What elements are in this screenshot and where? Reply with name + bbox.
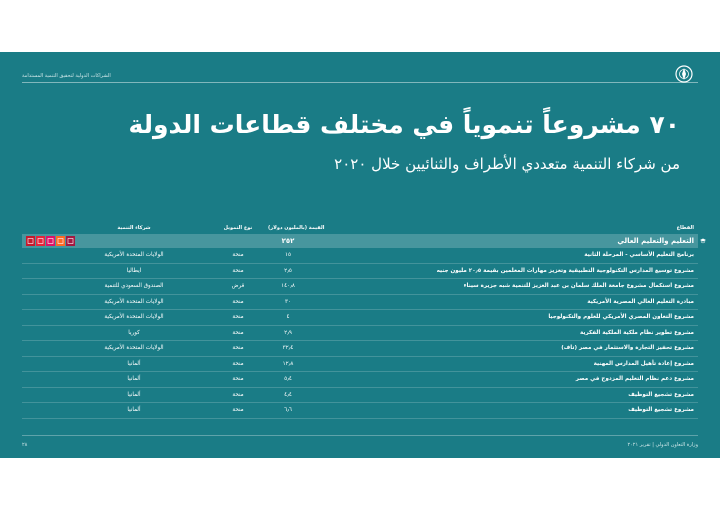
sector-total: ٢٥٢ (281, 237, 295, 245)
table-row (22, 372, 698, 388)
project-name: مشروع توسيع المدارس التكنولوجية التطبيقية وتعزيز مهارات المعلمين بقيمة ٢٠٫٥ مليون جنيه (436, 267, 694, 274)
project-name: مشروع إعادة تأهيل المدارس المهنية (593, 360, 694, 367)
sector-name: التعليم والتعليم العالي (617, 237, 694, 245)
header-partners: شركاء التنمية (117, 225, 151, 231)
sdg-goal-icon (66, 236, 75, 246)
page-subtitle: من شركاء التنمية متعددي الأطراف والثنائيين خلال ٢٠٢٠ (334, 155, 680, 173)
development-partner: كوريا (128, 329, 140, 336)
project-name: مشروع التعاون المصري الأمريكي للعلوم والتكنولوجيا (548, 314, 694, 320)
project-value: ٤ (286, 314, 290, 320)
financing-type: منحة (232, 329, 244, 336)
project-name: مشروع تحفيز التجارة والاستثمار في مصر (تاف) (561, 345, 694, 351)
page-title: ٧٠ مشروعاً تنموياً في مختلف قطاعات الدولة (128, 110, 680, 139)
project-name: مشروع تشجيع التوظيف (628, 391, 694, 398)
table-header-row (22, 222, 698, 234)
financing-type: منحة (232, 298, 244, 305)
table-row (22, 264, 698, 280)
graduation-cap-icon (700, 238, 706, 244)
development-partner: الولايات المتحدة الأمريكية (104, 252, 164, 258)
sector-row (22, 234, 698, 248)
project-name: مبادرة التعليم العالي المصرية الأمريكية (587, 298, 694, 305)
project-value: ٤٫٤ (284, 391, 292, 398)
development-partner: ألمانيا (127, 360, 141, 367)
table-row (22, 357, 698, 373)
project-value: ٢٫٥ (284, 267, 292, 274)
slide (0, 52, 720, 458)
sdg-icons (26, 236, 75, 246)
financing-type: منحة (232, 345, 244, 351)
header-text: الشراكات الدولية لتحقيق التنمية المستدامة (22, 73, 111, 79)
table-row (22, 279, 698, 295)
project-name: مشروع تطوير نظام ملكية الملكية الفكرية (580, 329, 694, 336)
project-value: ١٥ (284, 252, 291, 258)
development-partner: الصندوق السعودي للتنمية (104, 283, 164, 289)
projects-table (22, 222, 698, 419)
development-partner: ألمانيا (127, 376, 141, 382)
project-value: ٣٢٫٤ (282, 345, 294, 351)
sdg-goal-icon (46, 236, 55, 246)
ministry-logo-icon (674, 64, 694, 84)
table-row (22, 403, 698, 419)
project-value: ٦٫٦ (284, 407, 292, 413)
page-number: ٢٨ (22, 442, 28, 448)
sdg-goal-icon (26, 236, 35, 246)
project-value: ١٤٠٫٨ (281, 283, 295, 289)
development-partner: الولايات المتحدة الأمريكية (104, 345, 164, 351)
table-row (22, 310, 698, 326)
development-partner: الولايات المتحدة الأمريكية (104, 298, 164, 305)
project-value: ٣٠ (284, 298, 291, 305)
project-name: مشروع دعم نظام التعليم المزدوج في مصر (575, 376, 694, 382)
project-value: ٢٫٩ (284, 329, 292, 336)
footer-text: وزارة التعاون الدولي | تقرير ٢٠٢١ (627, 442, 698, 448)
financing-type: منحة (232, 252, 244, 258)
table-row (22, 295, 698, 311)
financing-type: منحة (232, 314, 244, 320)
financing-type: قرض (231, 283, 245, 289)
financing-type: منحة (232, 267, 244, 274)
header-divider (22, 82, 698, 83)
financing-type: منحة (232, 376, 244, 382)
footer-divider (22, 435, 698, 436)
table-row (22, 341, 698, 357)
project-name: برنامج التعليم الأساسي - المرحلة الثانية (584, 252, 694, 258)
table-row (22, 248, 698, 264)
project-value: ٥٫٤ (284, 376, 292, 382)
financing-type: منحة (232, 391, 244, 398)
project-name: مشروع تشجيع التوظيف (628, 407, 694, 413)
financing-type: منحة (232, 407, 244, 413)
header-value: القيمة (بالمليون دولار) (268, 225, 325, 231)
project-name: مشروع استكمال مشروع جامعة الملك سلمان بن عبد العزيز للتنمية شبه جزيرة سيناء (463, 283, 694, 289)
development-partner: ألمانيا (127, 391, 141, 398)
development-partner: ايطاليا (126, 267, 142, 274)
project-value: ١٢٫٨ (282, 360, 294, 367)
table-row (22, 388, 698, 404)
financing-type: منحة (232, 360, 244, 367)
development-partner: الولايات المتحدة الأمريكية (104, 314, 164, 320)
header-sector: القطاع (676, 225, 694, 231)
development-partner: ألمانيا (127, 407, 141, 413)
table-row (22, 326, 698, 342)
header-type: نوع التمويل (223, 225, 253, 231)
sdg-goal-icon (36, 236, 45, 246)
sdg-goal-icon (56, 236, 65, 246)
